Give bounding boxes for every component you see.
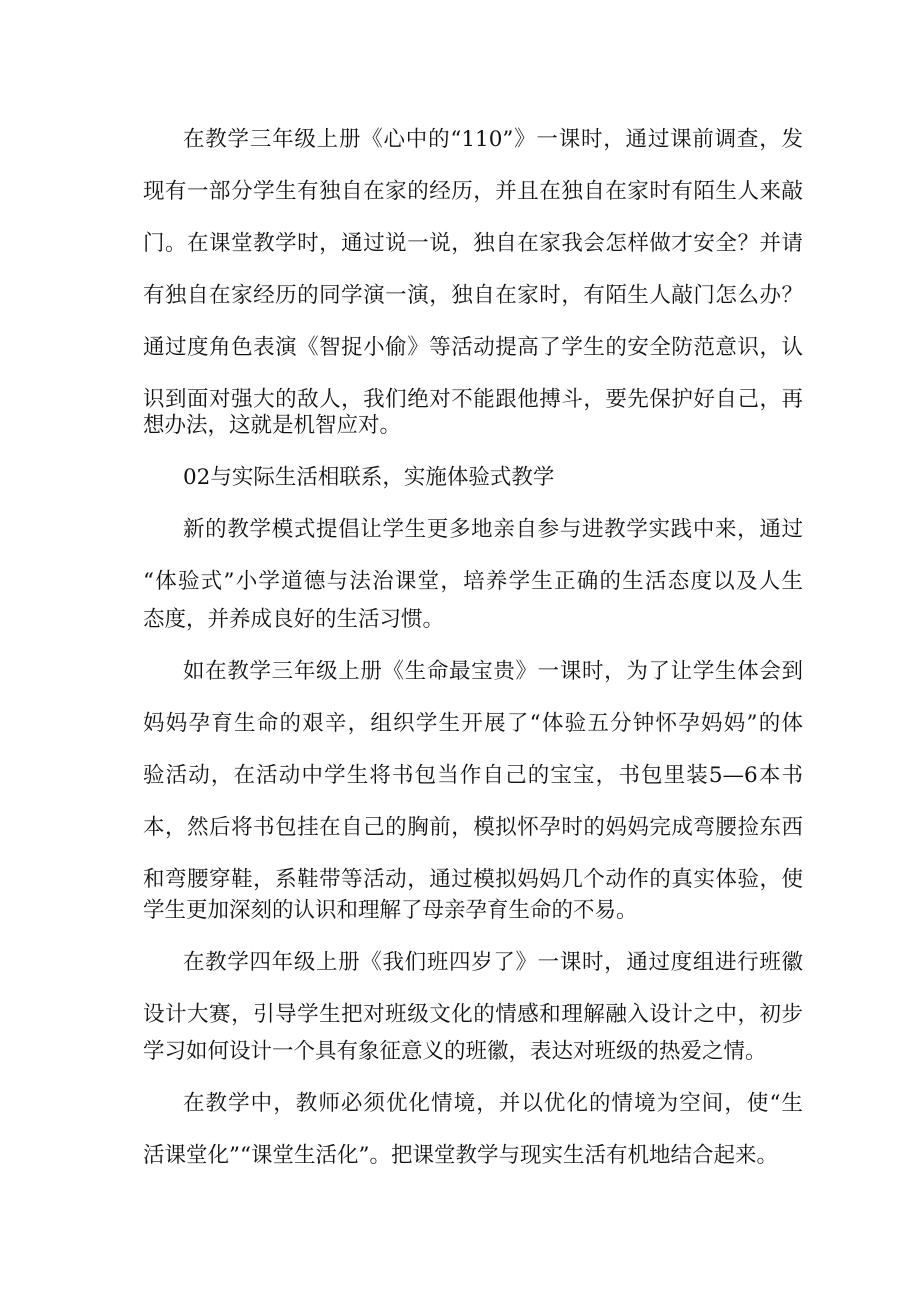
- paragraph-5-line-2: 设计大赛，引导学生把对班级文化的情感和理解融入设计之中，初步: [143, 1002, 803, 1027]
- paragraph-6-line-2: 活课堂化”“课堂生活化”。把课堂教学与现实生活有机地结合起来。: [143, 1143, 778, 1168]
- paragraph-4-line-1: 如在教学三年级上册《生命最宝贵》一课时，为了让学生体会到: [183, 659, 803, 684]
- paragraph-4-line-4: 本，然后将书包挂在自己的胸前，模拟怀孕时的妈妈完成弯腰捡东西: [143, 815, 803, 840]
- paragraph-1-line-3: 门。在课堂教学时，通过说一说，独自在家我会怎样做才安全？并请: [143, 231, 803, 256]
- section-heading: 02与实际生活相联系，实施体验式教学: [183, 465, 555, 490]
- paragraph-6-line-1: 在教学中，教师必须优化情境，并以优化的情境为空间，使“生: [183, 1091, 803, 1116]
- paragraph-4-line-3: 验活动，在活动中学生将书包当作自己的宝宝，书包里装5—6本书: [143, 763, 803, 788]
- paragraph-1-line-4: 有独自在家经历的同学演一演，独自在家时，有陌生人敲门怎么办？: [143, 283, 803, 308]
- paragraph-1-line-6: 识到面对强大的敌人，我们绝对不能跟他搏斗，要先保护好自己，再: [143, 387, 803, 412]
- paragraph-4-line-5: 和弯腰穿鞋，系鞋带等活动，通过模拟妈妈几个动作的真实体验，使: [143, 867, 803, 892]
- paragraph-1-line-7: 想办法，这就是机智应对。: [143, 413, 402, 438]
- paragraph-4-line-6: 学生更加深刻的认识和理解了母亲孕育生命的不易。: [143, 898, 638, 923]
- paragraph-1-line-5: 通过度角色表演《智捉小偷》等活动提高了学生的安全防范意识，认: [143, 335, 803, 360]
- paragraph-4-line-2: 妈妈孕育生命的艰辛，组织学生开展了“体验五分钟怀孕妈妈”的体: [143, 711, 803, 736]
- paragraph-3-line-1: 新的教学模式提倡让学生更多地亲自参与进教学实践中来，通过: [183, 517, 803, 542]
- paragraph-5-line-1: 在教学四年级上册《我们班四岁了》一课时，通过度组进行班徽: [183, 950, 803, 975]
- paragraph-3-line-2: “体验式”小学道德与法治课堂，培养学生正确的生活态度以及人生: [143, 569, 803, 594]
- paragraph-3-line-3: 态度，并养成良好的生活习惯。: [143, 607, 445, 632]
- paragraph-5-line-3: 学习如何设计一个具有象征意义的班徽，表达对班级的热爱之情。: [143, 1039, 767, 1064]
- paragraph-1-line-2: 现有一部分学生有独自在家的经历，并且在独自在家时有陌生人来敲: [143, 179, 803, 204]
- paragraph-1-line-1: 在教学三年级上册《心中的“110”》一课时，通过课前调查，发: [183, 127, 803, 152]
